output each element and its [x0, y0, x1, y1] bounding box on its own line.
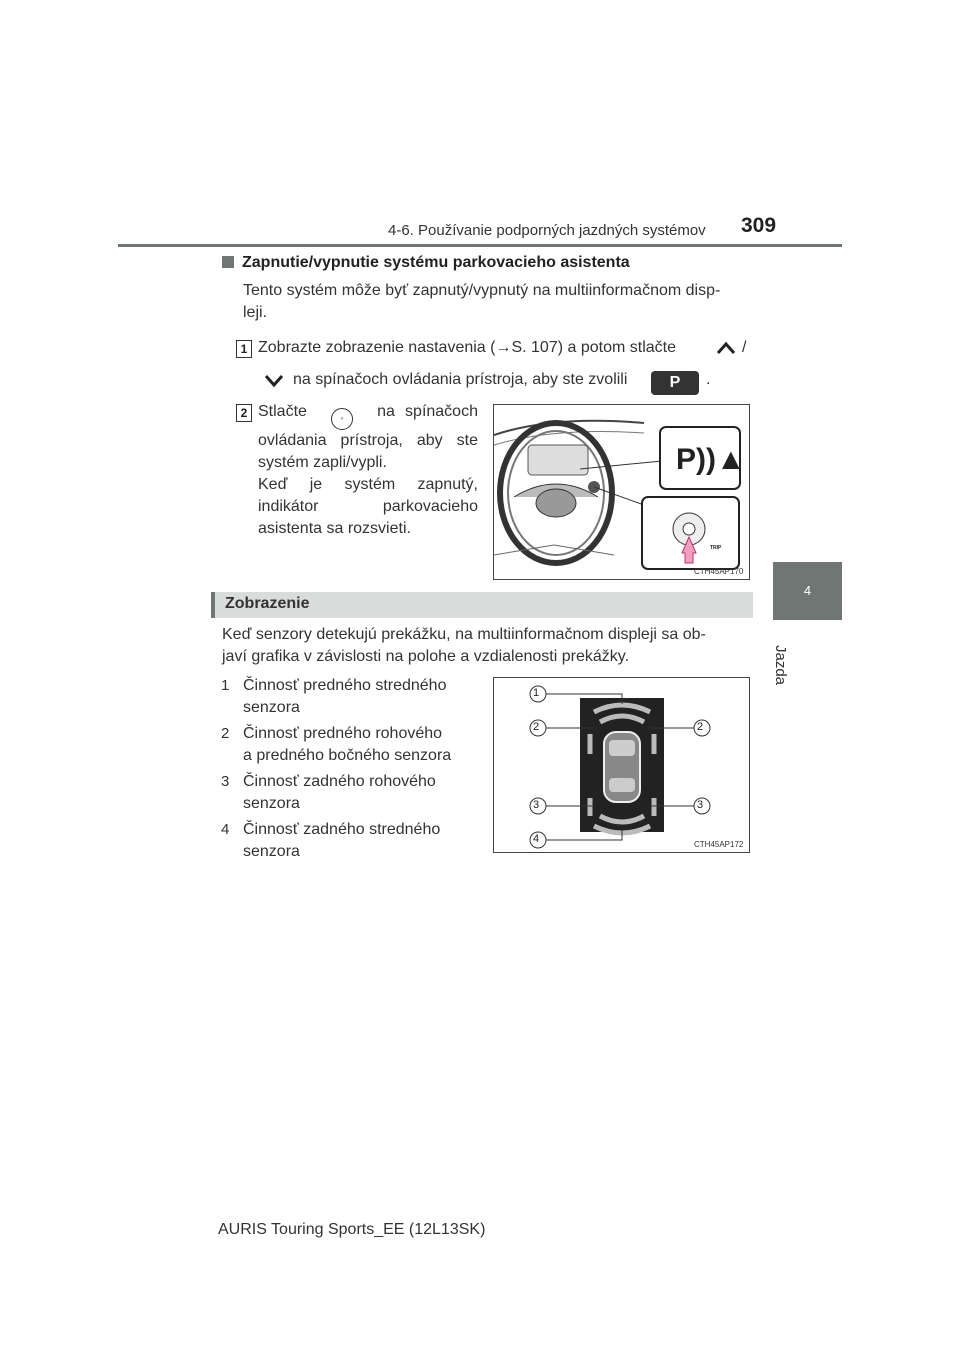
figure-2-caption: CTH45AP172 [694, 840, 744, 849]
figure-parking-assist-icon: P))▲ [676, 443, 746, 476]
chapter-label [772, 625, 839, 686]
steering-wheel-illustration [494, 405, 749, 579]
step-2-text [258, 401, 478, 474]
step-1-slash: / [742, 339, 747, 356]
trip-label: TRIP [710, 545, 722, 551]
section-heading-parking-assist [222, 254, 630, 272]
step-1-line-1 [258, 337, 753, 359]
list-item-3-number: 3 [221, 773, 230, 790]
list-item-1-number: 1 [221, 677, 230, 694]
step-1-text-d: na spínačoch ovládania prístroja, aby ste zvolili [293, 371, 628, 388]
section1-intro: Tento systém môže byť zapnutý/vypnutý na multiinformačnom disp- leji. [243, 282, 721, 321]
figure-label-2-left: 2 [533, 721, 540, 733]
ok-button-icon: ◦ [331, 408, 353, 430]
sensor-display-figure [493, 677, 750, 853]
header-divider [118, 244, 842, 247]
sensor-display-illustration [494, 678, 749, 852]
steering-wheel-figure [493, 404, 750, 580]
figure-1-caption: CTH45AP170 [694, 567, 744, 576]
section2-intro: Keď senzory detekujú prekážku, na multiinformačnom displeji sa ob- javí grafika v závislosti na polohe a vzdialenosti prekážky. [222, 626, 706, 665]
parking-assist-badge-text: P [651, 371, 699, 395]
heading-square-icon [222, 256, 234, 268]
step-2-text-a: Stlačte [258, 403, 307, 420]
chapter-tab: 4 [773, 562, 842, 620]
step-1-number: 1 [236, 340, 252, 358]
footer-model-code: AURIS Touring Sports_EE (12L13SK) [218, 1221, 486, 1238]
chapter-label-text: Jazda [772, 645, 789, 686]
ref-arrow-icon: → [495, 339, 512, 356]
section-heading-text: Zapnutie/vypnutie systému parkovacieho asistenta [242, 254, 630, 271]
list-item-3-text: Činnosť zadného rohového senzora [243, 773, 436, 812]
step-1-line-2 [293, 369, 627, 391]
list-item-2-text: Činnosť predného rohového a predného bočného senzora [243, 725, 452, 764]
section-heading-zobrazenie-text: Zobrazenie [225, 595, 310, 612]
step-2-text-b: na spínačoch ovládania prístroja, aby ste systém zapli/vypli. [258, 403, 478, 471]
figure-label-3-right: 3 [697, 799, 704, 811]
figure-label-3-left: 3 [533, 799, 540, 811]
page-number: 309 [741, 214, 777, 237]
header-section-title: 4-6. Používanie podporných jazdných systémov [388, 222, 706, 239]
figure-label-2-right: 2 [697, 721, 704, 733]
step-1-text-a: Zobrazte zobrazenie nastavenia ( [258, 339, 496, 356]
parking-assist-badge-icon [651, 368, 699, 395]
list-item-2-number: 2 [221, 725, 230, 742]
step-2-note: Keď je systém zapnutý, indikátor parkovacieho asistenta sa rozsvieti. [258, 476, 478, 537]
section-heading-zobrazenie [211, 592, 753, 618]
figure-parking-assist-text: P [676, 443, 697, 476]
step-2-number: 2 [236, 404, 252, 422]
list-item-4-text: Činnosť zadného stredného senzora [243, 821, 441, 860]
step-1-text-b: S. 107) a potom stlačte [511, 339, 676, 356]
chevron-up-icon [716, 341, 736, 355]
figure-label-1: 1 [533, 687, 540, 699]
step-1-period: . [706, 371, 711, 388]
list-item-1-text: Činnosť predného stredného senzora [243, 677, 447, 716]
chevron-down-icon [264, 374, 284, 388]
list-item-4-number: 4 [221, 821, 230, 838]
figure-label-4: 4 [533, 833, 540, 845]
